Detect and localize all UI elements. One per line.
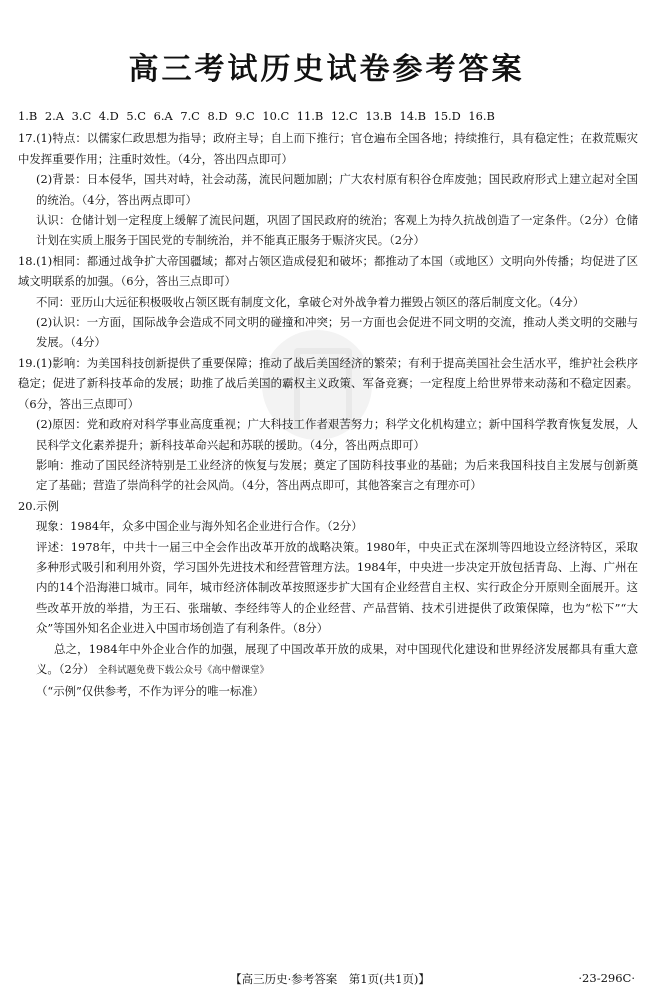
page-footer [0,971,653,989]
question-19 [18,353,638,496]
q20-phenomenon: 现象：1984年，众多中国企业与海外知名企业进行合作。（2分） [36,519,363,534]
question-20 [18,496,638,702]
q18-part2: 不同：亚历山大远征积极吸收占领区既有制度文化，拿破仑对外战争着力摧毁占领区的落后制度文化。（4分） [36,294,585,309]
q20-summary-text: 总之，1984年中外企业合作的加强，展现了中国改革开放的成果，对中国现代化建设和世界经济发展都具有重大意义。（2分） [36,641,638,676]
q19-part2: (2)原因：党和政府对科学事业高度重视；广大科技工作者艰苦努力；科学文化机构建立；新中国科学教育恢复发展，人民科学文化素养提升；新科技革命兴起和苏联的援助。（4分，答出两点即可） [36,417,638,452]
q18-part1: 18.(1)相同：都通过战争扩大帝国疆域；都对占领区造成侵犯和破坏；都推动了本国（或地区）文明向外传播；均促进了区域文明联系的加强。（6分，答出三点即可） [18,253,638,289]
q19-part3: 影响：推动了国民经济特别是工业经济的恢复与发展；奠定了国防科技事业的基础；为后来我国科技自主发展与创新奠定了基础；营造了崇尚科学的社会风尚。（4分，答出两点即可，其他答案言之有理亦可） [36,457,638,493]
answer-content [18,106,638,702]
footer-paper-code: ·23-296C· [578,971,635,985]
choice-answers: 1.B 2.A 3.C 4.D 5.C 6.A 7.C 8.D 9.C 10.C 11.B 12.C 13.B 14.B 15.D 16.B [18,109,495,123]
q20-comment: 评述：1978年，中共十一届三中全会作出改革开放的战略决策。1980年，中央正式在深圳等四地设立经济特区，采取多种形式吸引和利用外资，学习国外先进技术和经营管理方法。1984年，中央进一步决定开放包括青岛、上海、广州在内的14个沿海港口城市。同年，城市经济体制改革按照逐步扩大国有企业经营自主权、实行政企分开原则全面展开。这些改革开放的举措，为王石、张瑞敏、李经纬等人的企业经营、产品营销、技术引进提供了政策保障，也为“松下”“大众”等国外知名企业进入中国市场创造了有利条件。（8分） [36,539,638,636]
q18-part3: (2)认识：一方面，国际战争会造成不同文明的碰撞和冲突；另一方面也会促进不同文明的交流，推动人类文明的交融与发展。（4分） [36,315,638,350]
q17-part1: 17.(1)特点：以儒家仁政思想为指导；政府主导；自上而下推行；官仓遍布全国各地；持续推行，具有稳定性；在救荒赈灾中发挥重要作用；注重时效性。（4分，答出四点即可） [18,131,638,166]
page-title: 高三考试历史试卷参考答案 [128,52,525,87]
promo-text: 全科试题免费下载公众号《高中僧课堂》 [98,664,270,676]
footer-page-info: 【高三历史·参考答案 第1页(共1页)】 [230,972,430,986]
q20-note: （“示例”仅供参考，不作为评分的唯一标准） [36,684,265,699]
q20-summary [18,639,638,682]
q20-heading: 20.示例 [18,498,59,513]
question-18 [18,251,638,353]
question-17 [18,128,638,250]
q17-part2: (2)背景：日本侵华，国共对峙，社会动荡，流民问题加剧；广大农村原有积谷仓库废弛；国民政府形式上建立起对全国的统治。（4分，答出两点即可） [36,172,638,207]
q19-part1: 19.(1)影响：为美国科技创新提供了重要保障；推动了战后美国经济的繁荣；有利于提高美国社会生活水平，维护社会秩序稳定；促进了新科技革命的发展；助推了战后美国的霸权主义政策、军备竞赛；一定程度上给世界带来动荡和不稳定因素。（6分，答出三点即可） [18,355,638,411]
q17-part3: 认识：仓储计划一定程度上缓解了流民问题，巩固了国民政府的统治；客观上为持久抗战创造了一定条件。（2分）仓储计划在实质上服务于国民党的专制统治，并不能真正服务于赈济灾民。（2分） [36,213,638,248]
